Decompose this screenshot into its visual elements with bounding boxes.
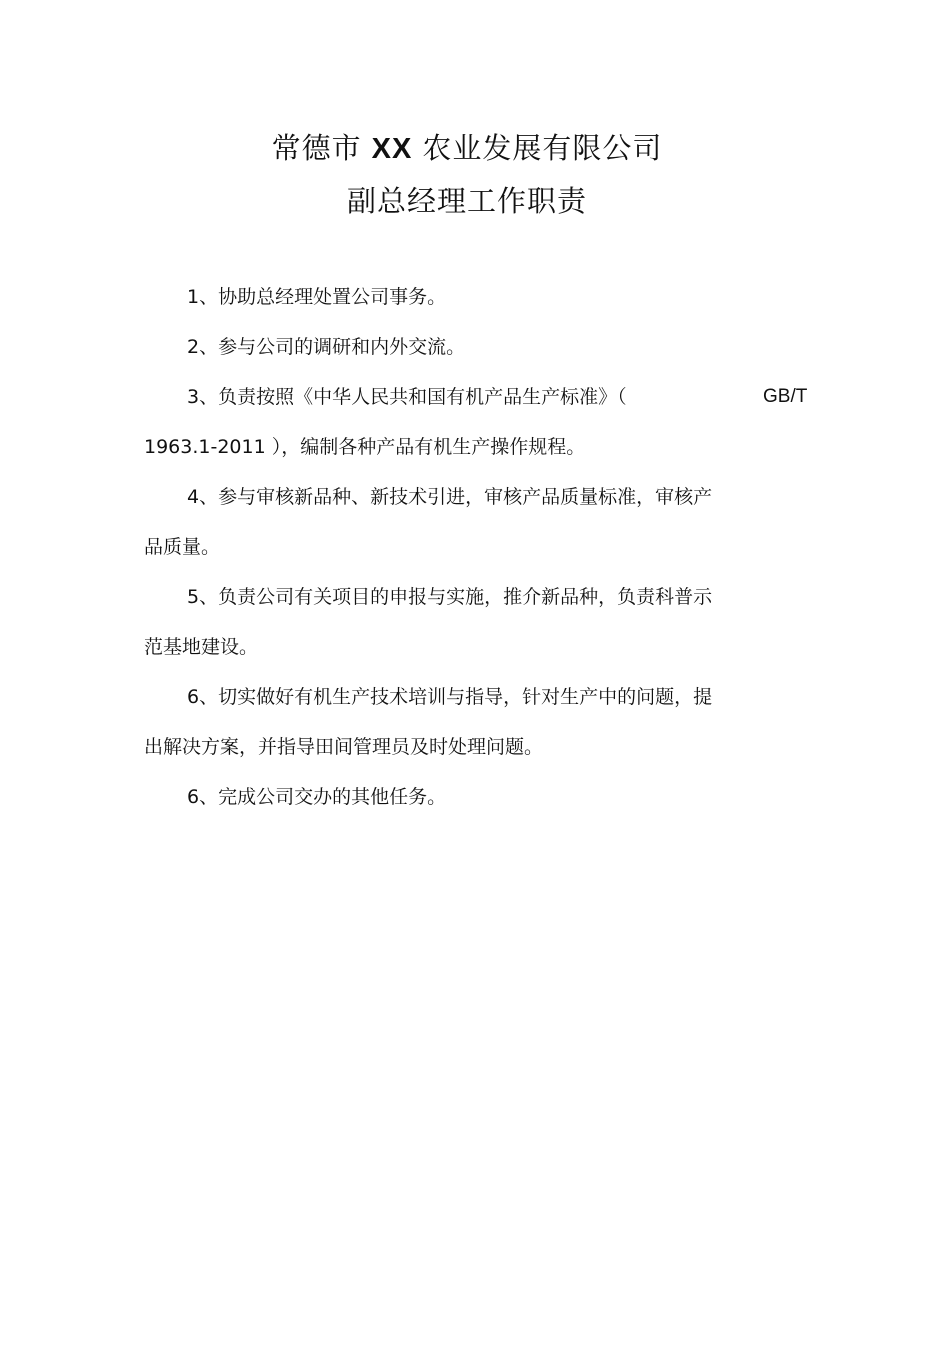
duty-item-5-line-2: 范基地建设。 bbox=[144, 636, 259, 658]
duty-item-3-standard-code: GB/T bbox=[763, 386, 808, 407]
duty-item-3-line-1 bbox=[144, 372, 814, 422]
document-title bbox=[0, 122, 934, 227]
title-company-suffix: 农业发展有限公司 bbox=[422, 131, 663, 165]
duty-item-5-line-1: 5、负责公司有关项目的申报与实施，推介新品种，负责科普示 bbox=[187, 586, 713, 608]
duty-item-4-line-1: 4、参与审核新品种、新技术引进，审核产品质量标准，审核产 bbox=[187, 486, 713, 508]
title-line-position: 副总经理工作职责 bbox=[346, 184, 587, 218]
title-company-prefix: 常德市 bbox=[271, 131, 362, 165]
duty-item-4-line-2: 品质量。 bbox=[144, 536, 221, 558]
title-company-mark: XX bbox=[371, 133, 413, 165]
duty-item-3-text: 3、负责按照《中华人民共和国有机产品生产标准》（ bbox=[187, 386, 627, 408]
duty-item-1: 1、协助总经理处置公司事务。 bbox=[187, 286, 447, 308]
duties-list bbox=[144, 272, 814, 822]
duty-item-6-line-2: 出解决方案，并指导田间管理员及时处理问题。 bbox=[144, 736, 544, 758]
duty-item-3-line-2: 1963.1-2011 ），编制各种产品有机生产操作规程。 bbox=[144, 436, 586, 458]
title-line-company bbox=[0, 122, 934, 175]
duty-item-6-line-1: 6、切实做好有机生产技术培训与指导，针对生产中的问题，提 bbox=[187, 686, 713, 708]
duty-item-2: 2、参与公司的调研和内外交流。 bbox=[187, 336, 466, 358]
duty-item-7: 6、完成公司交办的其他任务。 bbox=[187, 786, 447, 808]
